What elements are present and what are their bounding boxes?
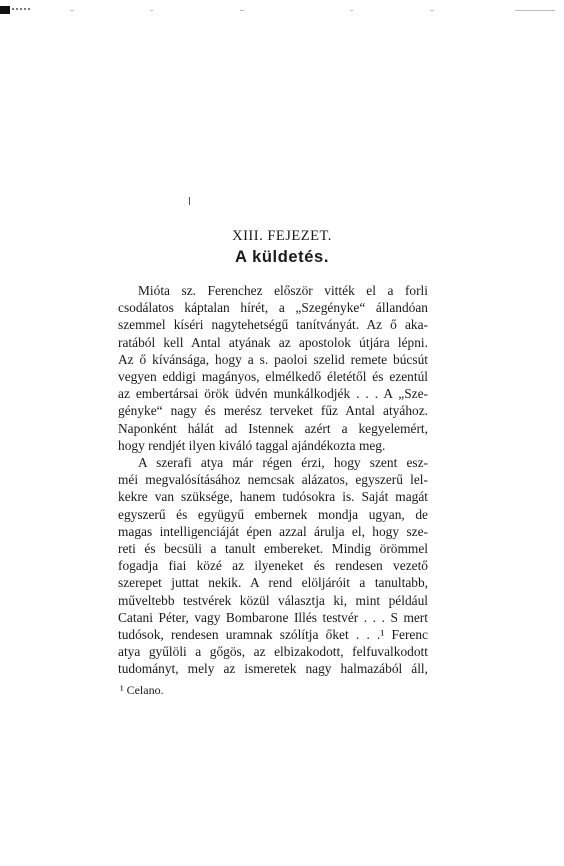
text-line: Naponként hálát ad Istennek azért a kegyelemért, (118, 420, 428, 436)
text-line: vegyen eddigi magányos, elmélkedő életétől és ezentúl (118, 369, 428, 385)
scan-corner-mark (0, 6, 10, 14)
text-line: fogadja fiai közé az ilyeneket és rendesen vezető (118, 558, 428, 574)
body-text (118, 282, 428, 678)
chapter-heading: XIII. FEJEZET. (232, 228, 332, 244)
scan-speck (240, 10, 244, 11)
text-line: Mióta sz. Ferenchez először vitték el a forli (138, 283, 428, 298)
text-line: tudósok, rendesen uramnak szólítja őket . . .¹ Ferenc (118, 627, 428, 643)
chapter-title: A küldetés. (234, 248, 329, 266)
text-line: szemmel kíséri nagytehetségű tanítványát. Az ő aka- (118, 317, 428, 333)
paragraph-1 (118, 282, 428, 454)
scan-speck (150, 10, 153, 11)
footnote: ¹ Celano. (120, 683, 164, 697)
scan-speck (350, 10, 353, 11)
scan-dots (12, 8, 30, 13)
paragraph-2 (118, 454, 428, 678)
text-line: méi megvalósításához nemcsak alázatos, egyszerű lel- (118, 472, 428, 488)
text-line: kekre van szüksége, hanem tudósokra is. Saját magát (118, 489, 428, 505)
stray-mark (189, 197, 190, 205)
text-line: csodálatos káptalan hírét, a „Szegényke“ állandóan (118, 300, 428, 316)
text-line: szerepet juttat nekik. A rend elöljáróit a tanultabb, (118, 575, 428, 591)
text-line: ratából kell Antal atyának az apostolok útjára lépni. (118, 334, 428, 350)
text-line: egyszerű és együgyű embernek mondja ugyan, de (118, 506, 428, 522)
text-line: magas intelligenciáját épen azzal árulja el, hogy sze- (118, 523, 428, 539)
scan-speck (430, 10, 434, 11)
scan-speck (515, 10, 555, 11)
text-line: A szerafi atya már régen érzi, hogy szent esz- (138, 455, 428, 471)
text-line: az embertársai örök üdvén munkálkodjék . . . A „Sze- (118, 386, 428, 402)
text-line: Az ő kívánsága, hogy a s. paoloi szelid remete búcsút (118, 351, 428, 367)
text-line: műveltebb testvérek közül választja ki, mint például (118, 592, 428, 608)
scan-speck (70, 10, 74, 11)
text-line: gényke“ nagy és merész terveket fűz Antal atyához. (118, 403, 428, 419)
text-line: tudományt, mely az ismeretek nagy halmazából áll, (118, 661, 428, 677)
text-line: atya gyűlöli a gőgös, az elbizakodott, felfuvalkodott (118, 644, 428, 660)
text-line: reti és becsüli a tanult embereket. Mindig örömmel (118, 541, 428, 557)
text-line: Catani Péter, vagy Bombarone Illés testvér . . . S mert (118, 609, 428, 625)
text-line: hogy rendjét ilyen kiváló taggal ajándékozta meg. (118, 437, 386, 453)
